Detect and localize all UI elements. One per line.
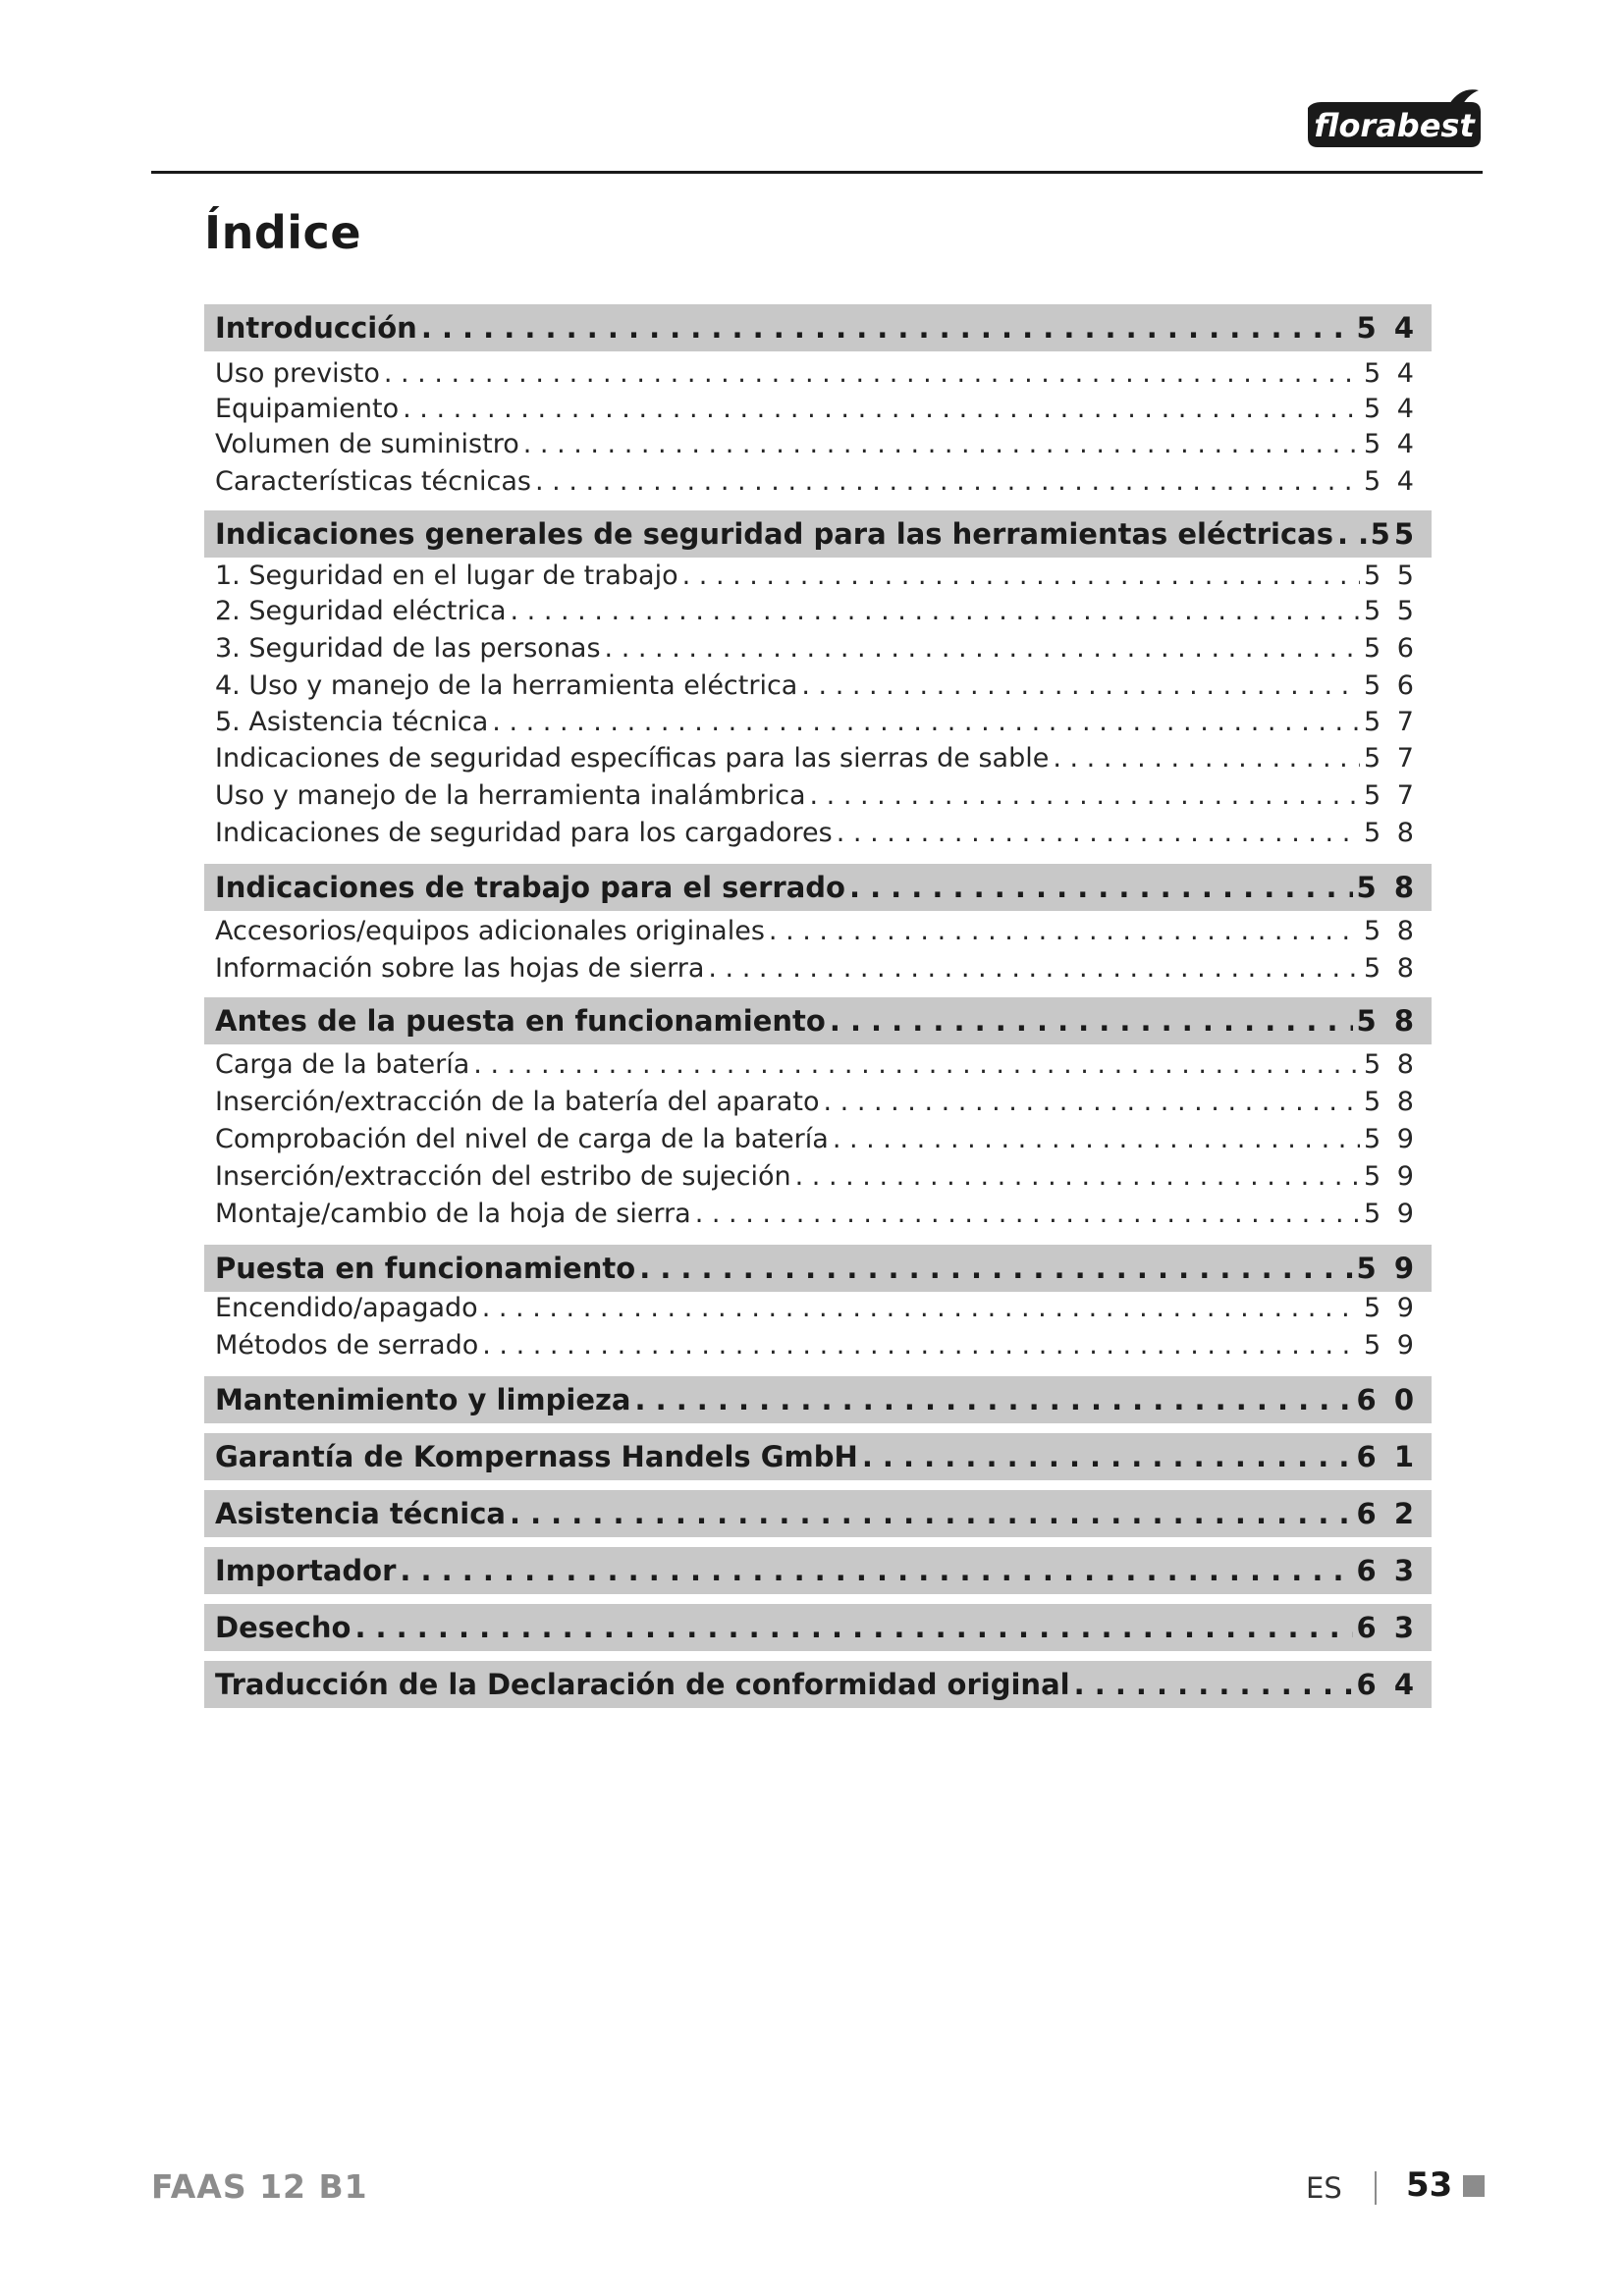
toc-label: Uso y manejo de la herramienta inalámbrica — [215, 779, 806, 811]
toc-page-number: 5 8 — [1356, 871, 1418, 904]
toc-label: Traducción de la Declaración de conformidad original — [215, 1668, 1070, 1701]
toc-label: Montaje/cambio de la hoja de sierra — [215, 1198, 691, 1229]
toc-leader-dots — [634, 1383, 1352, 1416]
toc-item[interactable] — [204, 777, 1432, 813]
toc-label: 2. Seguridad eléctrica — [215, 595, 507, 626]
brand-text: florabest — [1314, 107, 1475, 144]
toc-item[interactable] — [204, 463, 1432, 499]
toc-page-number: 6 3 — [1356, 1611, 1418, 1644]
toc-leader-dots — [769, 916, 1360, 946]
toc-page-number: 5 4 — [1364, 393, 1418, 424]
toc-leader-dots — [421, 311, 1353, 345]
toc-page-number: 5 8 — [1364, 1048, 1418, 1080]
toc-page-number: 5 9 — [1364, 1160, 1418, 1192]
toc-label: Desecho — [215, 1611, 352, 1644]
toc-label: Inserción/extracción de la batería del aparato — [215, 1086, 820, 1117]
toc-label: Indicaciones de trabajo para el serrado — [215, 871, 845, 904]
toc-label: Mantenimiento y limpieza — [215, 1383, 631, 1416]
toc-section[interactable] — [204, 1661, 1432, 1708]
toc-leader-dots — [1053, 743, 1360, 774]
toc-label: Indicaciones de seguridad específicas para las sierras de sable — [215, 742, 1050, 774]
toc-section[interactable] — [204, 864, 1432, 911]
toc-label: Introducción — [215, 311, 417, 345]
toc-label: Puesta en funcionamiento — [215, 1252, 636, 1285]
toc-label: Equipamiento — [215, 393, 400, 424]
toc-leader-dots — [400, 1554, 1352, 1587]
toc-leader-dots — [837, 818, 1360, 848]
footer-model: FAAS 12 B1 — [151, 2167, 368, 2206]
toc-page-number: 5 6 — [1364, 669, 1418, 701]
toc-page-number: 5 4 — [1364, 465, 1418, 497]
toc-label: Accesorios/equipos adicionales originales — [215, 915, 765, 946]
toc-section[interactable] — [204, 510, 1432, 558]
toc-label: Importador — [215, 1554, 397, 1587]
toc-label: Indicaciones de seguridad para los cargadores — [215, 817, 833, 848]
toc-item[interactable] — [204, 1327, 1432, 1362]
toc-section[interactable] — [204, 1376, 1432, 1423]
toc-item[interactable] — [204, 426, 1432, 461]
toc-item[interactable] — [204, 704, 1432, 739]
toc-item[interactable] — [204, 1196, 1432, 1231]
toc-leader-dots — [810, 780, 1361, 811]
toc-page-number: 6 3 — [1356, 1554, 1418, 1587]
toc-page-number: 5 4 — [1364, 357, 1418, 389]
toc-label: Información sobre las hojas de sierra — [215, 952, 705, 984]
toc-page-number: 5 9 — [1364, 1198, 1418, 1229]
toc-item[interactable] — [204, 355, 1432, 391]
toc-leader-dots — [823, 1087, 1360, 1117]
toc-leader-dots — [849, 871, 1353, 904]
toc-label: 4. Uso y manejo de la herramienta eléctrica — [215, 669, 798, 701]
toc-page-number: 6 0 — [1356, 1383, 1418, 1416]
toc-label: Uso previsto — [215, 357, 380, 389]
toc-label: Carga de la batería — [215, 1048, 470, 1080]
toc-leader-dots — [833, 1124, 1360, 1154]
toc-leader-dots — [510, 1497, 1353, 1530]
header-rule — [151, 171, 1483, 174]
toc-page-number: 5 9 — [1364, 1123, 1418, 1154]
toc-leader-dots — [795, 1161, 1360, 1192]
toc-item[interactable] — [204, 1290, 1432, 1325]
toc-leader-dots — [695, 1199, 1360, 1229]
toc-page-number: 5 6 — [1364, 632, 1418, 664]
toc-item[interactable] — [204, 815, 1432, 850]
toc-item[interactable] — [204, 913, 1432, 948]
toc-item[interactable] — [204, 950, 1432, 986]
toc-leader-dots — [605, 633, 1361, 664]
toc-leader-dots — [384, 358, 1360, 389]
footer-separator — [1375, 2171, 1377, 2205]
toc-item[interactable] — [204, 667, 1432, 703]
toc-leader-dots — [1337, 517, 1367, 551]
toc-page-number: 5 5 — [1364, 595, 1418, 626]
toc-label: Asistencia técnica — [215, 1497, 506, 1530]
toc-leader-dots — [482, 1293, 1360, 1323]
toc-page-number: 5 9 — [1364, 1292, 1418, 1323]
toc-section[interactable] — [204, 1490, 1432, 1537]
toc-leader-dots — [354, 1611, 1352, 1644]
footer-square-marker — [1463, 2175, 1485, 2197]
toc-leader-dots — [473, 1049, 1360, 1080]
toc-leader-dots — [482, 1330, 1360, 1361]
toc-section[interactable] — [204, 1604, 1432, 1651]
toc-item[interactable] — [204, 1121, 1432, 1156]
toc-leader-dots — [511, 596, 1361, 626]
toc-section[interactable] — [204, 304, 1432, 351]
toc-page-number: 5 7 — [1364, 742, 1418, 774]
toc-leader-dots — [801, 670, 1360, 701]
toc-page-number: 5 4 — [1356, 311, 1418, 345]
toc-leader-dots — [830, 1004, 1353, 1038]
toc-label: Encendido/apagado — [215, 1292, 478, 1323]
toc-label: Comprobación del nivel de carga de la batería — [215, 1123, 829, 1154]
toc-section[interactable] — [204, 997, 1432, 1044]
toc-leader-dots — [639, 1252, 1352, 1285]
toc-item[interactable] — [204, 740, 1432, 775]
toc-page-number: 6 2 — [1356, 1497, 1418, 1530]
toc-section[interactable] — [204, 1245, 1432, 1292]
toc-page-number: 5 9 — [1356, 1252, 1418, 1285]
toc-page-number: 6 1 — [1356, 1440, 1418, 1473]
toc-label: 1. Seguridad en el lugar de trabajo — [215, 560, 678, 591]
toc-leader-dots — [403, 394, 1360, 424]
toc-item[interactable] — [204, 593, 1432, 628]
toc-page-number: 5 8 — [1356, 1004, 1418, 1038]
toc-leader-dots — [492, 707, 1360, 737]
toc-page-number: 5 7 — [1364, 706, 1418, 737]
toc-page-number: 55 — [1370, 517, 1418, 551]
footer-page-number: 53 — [1406, 2165, 1453, 2205]
toc-label: Métodos de serrado — [215, 1329, 479, 1361]
toc-page-number: 5 8 — [1364, 817, 1418, 848]
toc-label: Indicaciones generales de seguridad para las herramientas eléctricas — [215, 517, 1333, 551]
toc-section[interactable] — [204, 1433, 1432, 1480]
toc-item[interactable] — [204, 1046, 1432, 1082]
toc-page-number: 5 8 — [1364, 952, 1418, 984]
toc-item[interactable] — [204, 558, 1432, 593]
toc-item[interactable] — [204, 391, 1432, 426]
toc-page-number: 5 9 — [1364, 1329, 1418, 1361]
toc-label: 5. Asistencia técnica — [215, 706, 489, 737]
toc-page-number: 5 5 — [1364, 560, 1418, 591]
page-title: Índice — [204, 206, 362, 259]
toc-leader-dots — [1074, 1668, 1353, 1701]
toc-page-number: 5 4 — [1364, 428, 1418, 459]
toc-page-number: 5 8 — [1364, 1086, 1418, 1117]
toc-label: Volumen de suministro — [215, 428, 519, 459]
toc-label: Inserción/extracción del estribo de sujeción — [215, 1160, 791, 1192]
toc-leader-dots — [682, 561, 1360, 591]
toc-leader-dots — [535, 466, 1360, 497]
toc-item[interactable] — [204, 1084, 1432, 1119]
florabest-logo — [1302, 82, 1485, 151]
toc-label: Antes de la puesta en funcionamiento — [215, 1004, 826, 1038]
toc-page-number: 5 8 — [1364, 915, 1418, 946]
toc-leader-dots — [862, 1440, 1353, 1473]
toc-item[interactable] — [204, 630, 1432, 666]
toc-section[interactable] — [204, 1547, 1432, 1594]
toc-label: 3. Seguridad de las personas — [215, 632, 601, 664]
toc-label: Características técnicas — [215, 465, 531, 497]
toc-label: Garantía de Kompernass Handels GmbH — [215, 1440, 858, 1473]
footer-language: ES — [1306, 2171, 1342, 2205]
toc-leader-dots — [523, 429, 1360, 459]
toc-leader-dots — [708, 953, 1360, 984]
toc-page-number: 5 7 — [1364, 779, 1418, 811]
toc-page-number: 6 4 — [1356, 1668, 1418, 1701]
toc-item[interactable] — [204, 1158, 1432, 1194]
